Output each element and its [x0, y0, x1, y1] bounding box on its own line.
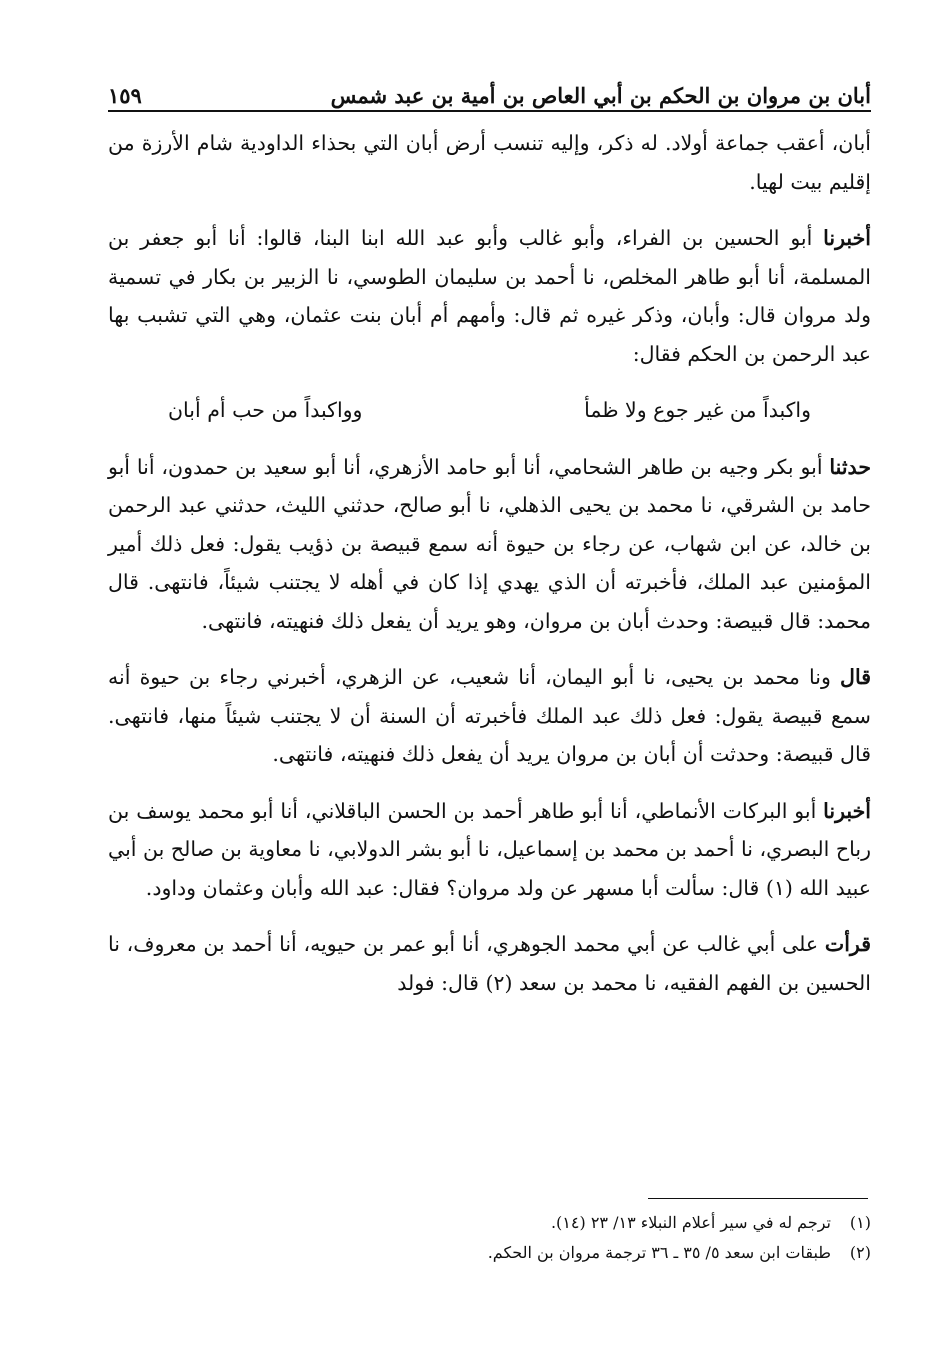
main-text — [108, 124, 871, 1020]
paragraph-text: على أبي غالب عن أبي محمد الجوهري، أنا أبو عمر بن حيويه، أنا أحمد بن معروف، نا الحسين بن الفهم الفقيه، نا محمد بن سعد (٢) قال: فولد — [108, 932, 871, 995]
footnote-number: (٢) — [849, 1243, 871, 1262]
footnote-rule — [648, 1198, 868, 1199]
paragraph — [108, 658, 871, 774]
poetry-verse — [168, 391, 811, 430]
paragraph — [108, 925, 871, 1002]
footnote — [108, 1208, 871, 1238]
footnote — [108, 1238, 871, 1268]
footnote-text: طبقات ابن سعد ٥/ ٣٥ ـ ٣٦ ترجمة مروان بن الحكم. — [487, 1243, 831, 1262]
verse-second-hemistich: وواكبداً من حب أم أبان — [168, 398, 363, 422]
paragraph — [108, 219, 871, 373]
footnotes — [108, 1208, 871, 1268]
paragraph-lead: قال — [840, 665, 871, 689]
paragraph-text: ونا محمد بن يحيى، نا أبو اليمان، أنا شعيب، عن الزهري، أخبرني رجاء بن حيوة أنه سمع قبيصة يقول: فعل ذلك عبد الملك فأخبرته أن السنة أن لا يجتنب شيئاً منها، فانتهى. قال قبيصة: وحدثت أن أبان بن مروان يريد أن يفعل ذلك فنهيته، فانتهى. — [108, 665, 871, 766]
verse-first-hemistich: واكبداً من غير جوع ولا ظمأ — [584, 398, 811, 422]
paragraph-text: أبو البركات الأنماطي، أنا أبو طاهر أحمد بن الحسن الباقلاني، أنا أبو محمد يوسف بن رباح البصري، نا أحمد بن محمد بن إسماعيل، نا أبو بشر الدولابي، نا معاوية بن صالح بن أبي عبيد الله (١) قال: سألت أبا مسهر عن ولد مروان؟ فقال: عبد الله وأبان وعثمان وداود. — [108, 798, 871, 900]
paragraph-text: أبو الحسين بن الفراء، وأبو غالب وأبو عبد الله ابنا البنا، قالوا: أنا أبو جعفر بن المسلمة، أنا أبو طاهر المخلص، نا أحمد بن سليمان الطوسي، نا الزبير بن بكار في تسمية ولد مروان قال: وأبان، وذكر غيره ثم قال: وأمهم أم أبان بنت عثمان، وهي التي تشبب بها عبد الرحمن بن الحكم فقال: — [108, 226, 871, 366]
page-header — [108, 64, 871, 108]
paragraph-lead: قرأت — [824, 932, 871, 956]
page-number: ١٥٩ — [108, 83, 142, 108]
paragraph-lead: حدثنا — [829, 454, 871, 479]
paragraph — [108, 792, 871, 908]
paragraph — [108, 124, 871, 201]
paragraph-text: أبان، أعقب جماعة أولاد. له ذكر، وإليه تنسب أرض أبان التي بحذاء الداودية شام الأرزة من إقليم بيت لهيا. — [108, 131, 871, 194]
footnote-text: ترجم له في سير أعلام النبلاء ١٣/ ٢٣ (١٤). — [550, 1213, 831, 1232]
paragraph-lead: أخبرنا — [823, 798, 871, 823]
paragraph-text: أبو بكر وجيه بن طاهر الشحامي، أنا أبو حامد الأزهري، أنا أبو سعيد بن حمدون، أنا أبو حامد بن الشرقي، نا محمد بن يحيى الذهلي، نا أبو صالح، حدثني الليث، حدثني عبد الرحمن بن خالد، عن ابن شهاب، عن رجاء بن حيوة أنه سمع قبيصة بن ذؤيب يقول: فعل ذلك أمير المؤمنين عبد الملك، فأخبرته أن الذي يهدي إذا كان في أهله لا يجتنب شيئاً، فانتهى. قال محمد: قال قبيصة: وحدث أبان بن مروان، وهو يريد أن يفعل ذلك فنهيته، فانتهى. — [108, 454, 871, 633]
footnote-number: (١) — [849, 1213, 871, 1232]
paragraph-lead: أخبرنا — [823, 226, 871, 250]
running-title: أبان بن مروان بن الحكم بن أبي العاص بن أمية بن عبد شمس — [330, 83, 871, 108]
paragraph — [108, 448, 871, 641]
header-rule — [108, 110, 871, 112]
